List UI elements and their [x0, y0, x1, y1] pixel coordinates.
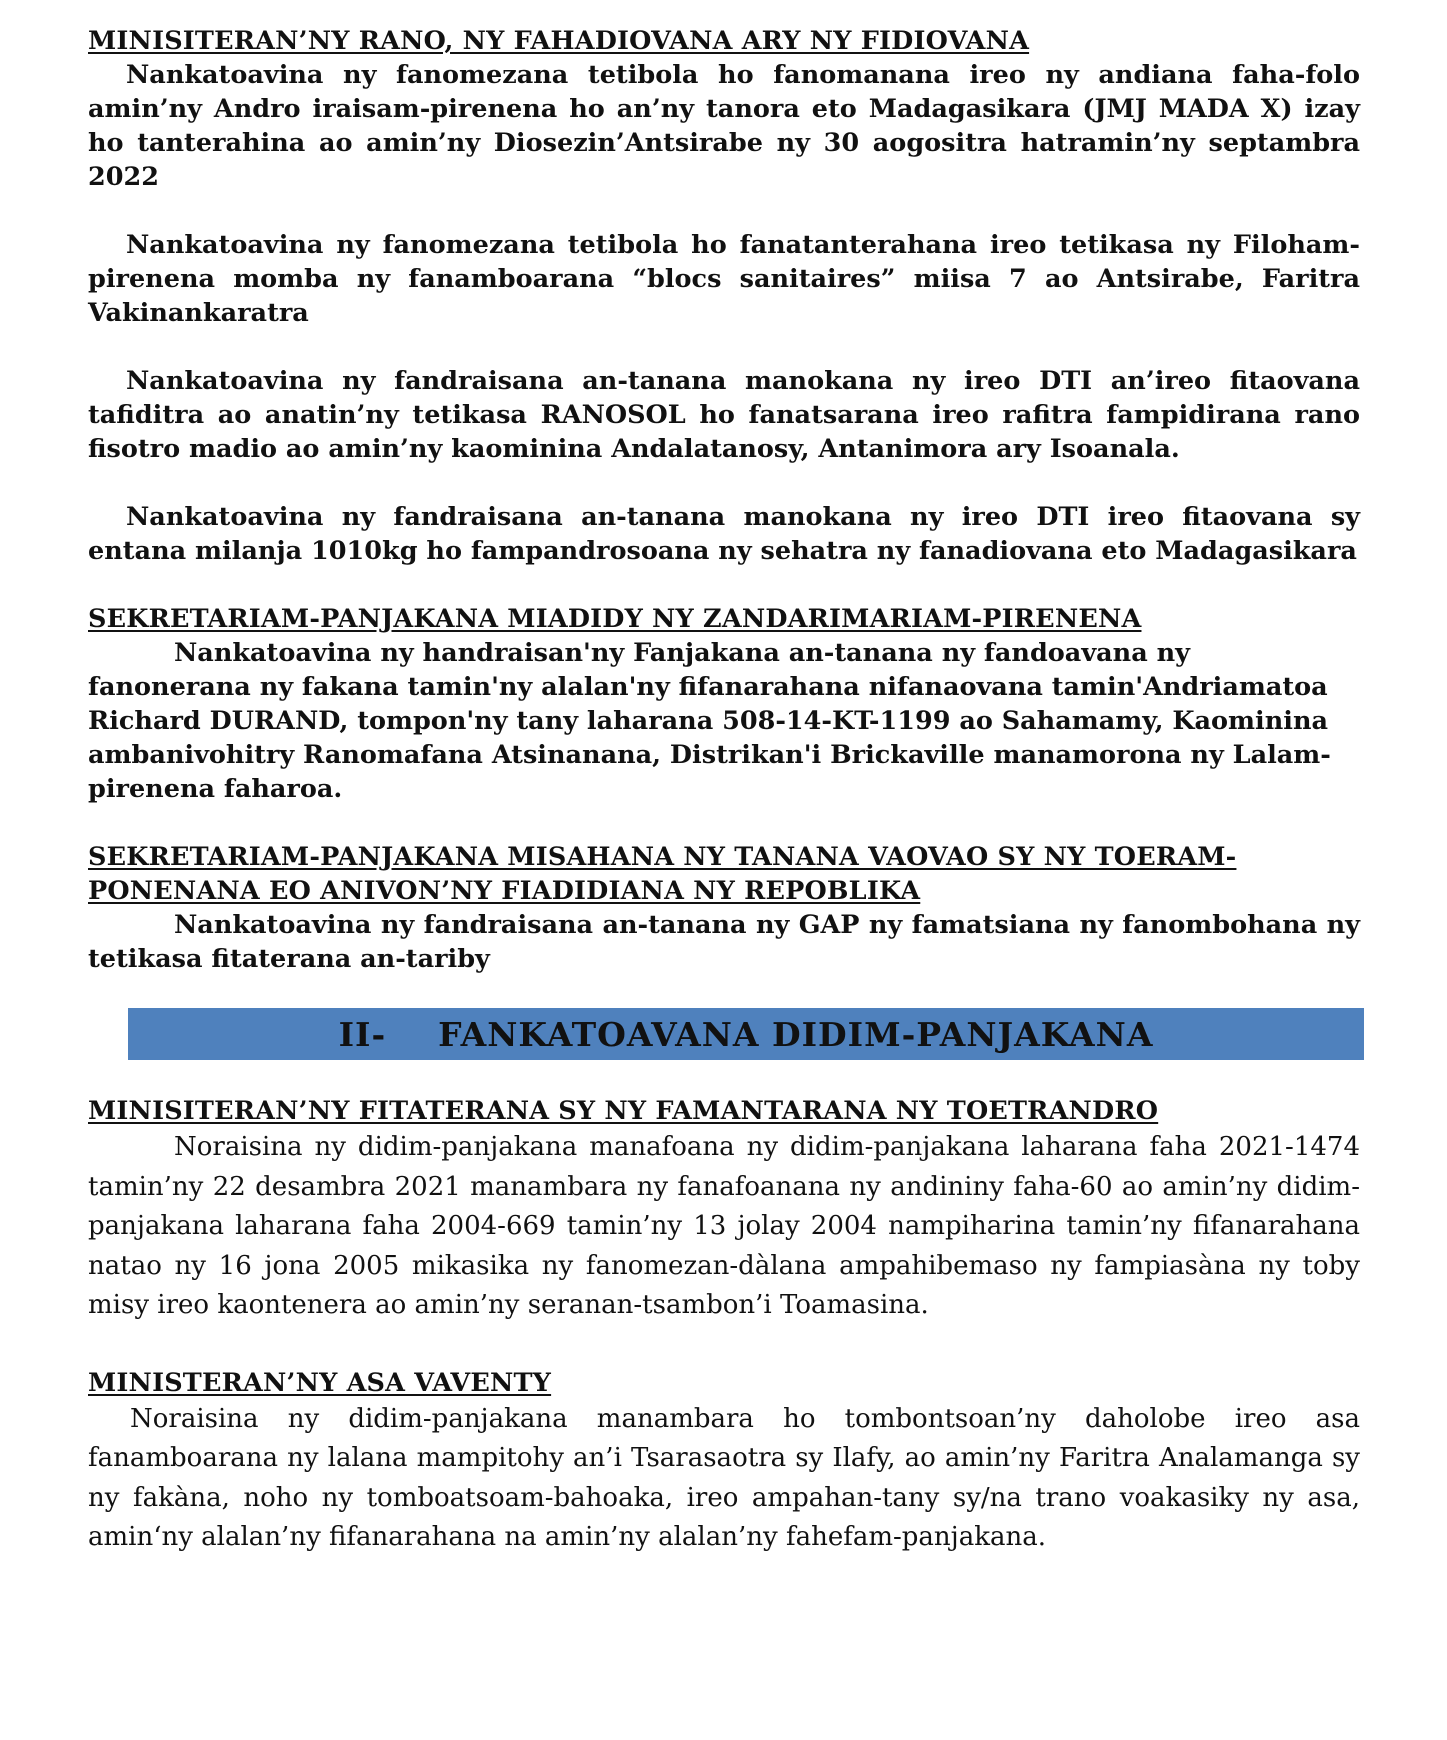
section-paragraph: Nankatoavina ny fandraisana an-tanana ny GAP ny famatsiana ny fanombohana ny tetikasa fitaterana an-tariby [88, 910, 1360, 974]
section-new-cities [88, 840, 1360, 976]
section-heading: SEKRETARIAM-PANJAKANA MISAHANA NY TANANA VAOVAO SY NY TOERAM-PONENANA EO ANIVON’NY FIADIDIANA NY REPOBLIKA [88, 842, 1237, 906]
section-heading: SEKRETARIAM-PANJAKANA MIADIDY NY ZANDARIMARIAM-PIRENENA [88, 604, 1142, 634]
section-ministry-water [88, 24, 1360, 568]
decree-public-works [88, 1366, 1360, 1558]
decree-paragraph: Noraisina ny didim-panjakana manambara ho tombontsoan’ny daholobe ireo asa fanamboarana ny lalana mampitohy an’i Tsarasaotra sy Ilafy, ao amin’ny Faritra Analamanga sy ny fakàna, noho ny tomboatsoam-bahoaka, ireo ampahan-tany sy/na trano voakasiky ny asa, amin‘ny alalan’ny fifanarahana na amin’ny alalan’ny fahefam-panjakana. [88, 1403, 1360, 1552]
banner-title: FANKATOAVANA DIDIM-PANJAKANA [438, 1014, 1154, 1054]
section-paragraph: Nankatoavina ny fanomezana tetibola ho fanatanterahana ireo tetikasa ny Filoham-pirenena momba ny fanamboarana “blocs sanitaires” miisa 7 ao Antsirabe, Faritra Vakinankaratra [88, 230, 1360, 328]
section-paragraph: Nankatoavina ny fanomezana tetibola ho fanomanana ireo ny andiana faha-folo amin’ny Andro iraisam-pirenena ho an’ny tanora eto Madagasikara (JMJ MADA X) izay ho tanterahina ao amin’ny Diosezin’Antsirabe ny 30 aogositra hatramin’ny septambra 2022 [88, 60, 1360, 192]
decree-transport [88, 1094, 1360, 1326]
section-heading: MINISITERAN’NY RANO, NY FAHADIOVANA ARY NY FIDIOVANA [88, 26, 1030, 56]
section-banner [128, 1008, 1364, 1060]
section-paragraph: Nankatoavina ny fandraisana an-tanana manokana ny ireo DTI ireo fitaovana sy entana milanja 1010kg ho fampandrosoana ny sehatra ny fanadiovana eto Madagasikara [88, 502, 1360, 566]
document-page [88, 24, 1360, 1558]
decree-heading: MINISITERAN’NY FITATERANA SY NY FAMANTARANA NY TOETRANDRO [88, 1096, 1159, 1126]
decree-paragraph: Noraisina ny didim-panjakana manafoana ny didim-panjakana laharana faha 2021-1474 tamin’ny 22 desambra 2021 manambara ny fanafoanana ny andininy faha-60 ao amin’ny didim-panjakana laharana faha 2004-669 tamin’ny 13 jolay 2004 nampiharina tamin’ny fifanarahana natao ny 16 jona 2005 mikasika ny fanomezan-dàlana ampahibemaso ny fampiasàna ny toby misy ireo kaontenera ao amin’ny seranan-tsambon’i Toamasina. [88, 1132, 1360, 1320]
section-gendarmerie [88, 602, 1360, 806]
banner-number: II- [338, 1014, 387, 1054]
section-paragraph: Nankatoavina ny fandraisana an-tanana manokana ny ireo DTI an’ireo fitaovana tafiditra ao anatin’ny tetikasa RANOSOL ho fanatsarana ireo rafitra fampidirana rano fisotro madio ao amin’ny kaominina Andalatanosy, Antanimora ary Isoanala. [88, 366, 1360, 464]
section-paragraph: Nankatoavina ny handraisan'ny Fanjakana an-tanana ny fandoavana ny fanonerana ny fakana tamin'ny alalan'ny fifanarahana nifanaovana tamin'Andriamatoa Richard DURAND, tompon'ny tany laharana 508-14-KT-1199 ao Sahamamy, Kaominina ambanivohitry Ranomafana Atsinanana, Distrikan'i Brickaville manamorona ny Lalam-pirenena faharoa. [88, 638, 1331, 804]
decree-heading: MINISTERAN’NY ASA VAVENTY [88, 1367, 552, 1398]
